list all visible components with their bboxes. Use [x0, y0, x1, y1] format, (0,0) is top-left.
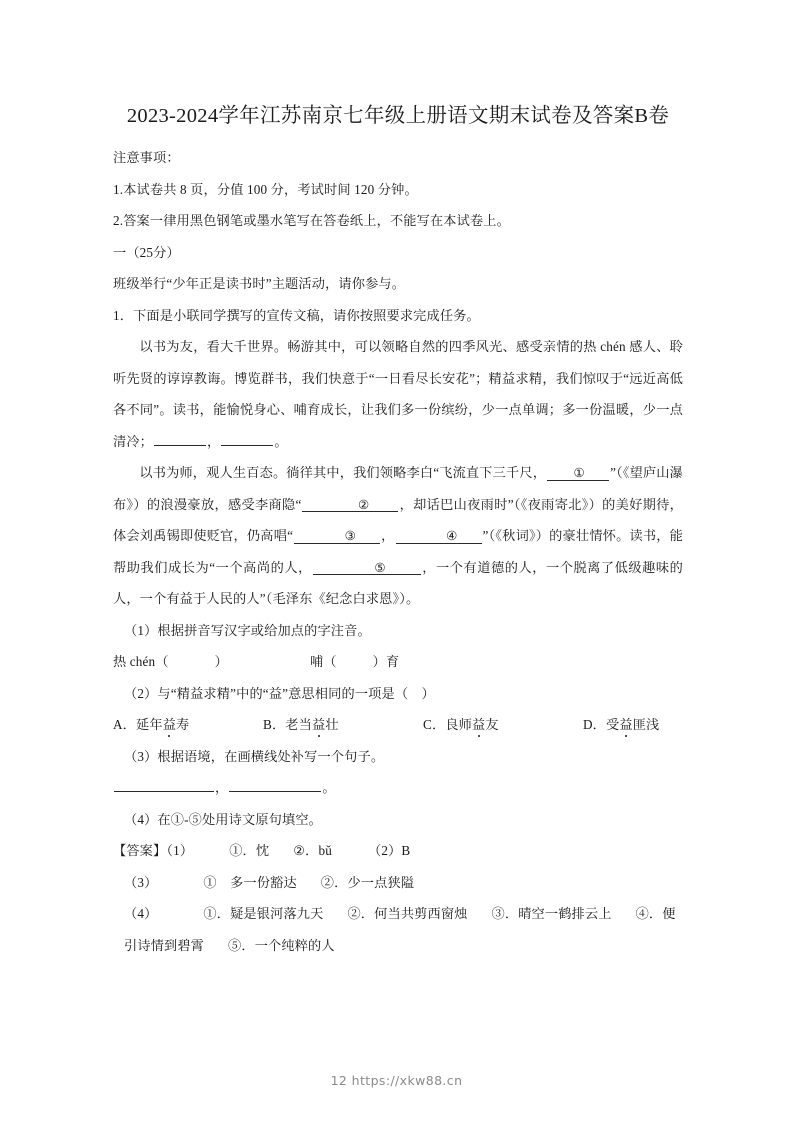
answer-label: 【答案】 — [113, 843, 167, 858]
subquestion-2: （2）与“精益求精”中的“益”意思相同的一项是（ ） — [124, 685, 435, 701]
answer-1-number: （1） — [166, 843, 194, 858]
subquestion-1-items — [113, 646, 683, 678]
passage-para1-tail: 。 — [274, 433, 288, 449]
blank-marker-5: ⑤ — [374, 560, 386, 575]
passage-para2-a: 以书为师，观人生百态。徜徉其中，我们领略李白“飞流直下三千尺， — [139, 465, 547, 480]
passage-numbered-blank-3[interactable] — [294, 529, 380, 544]
answer-3-number: （3） — [124, 874, 158, 890]
choice-d-dotted-char: 益 — [619, 717, 633, 732]
passage-para2-b: ”（《望庐山瀑布》）的浪漫豪放，感受李商隐“ — [113, 465, 683, 512]
footer-watermark: 12 https://xkw88.cn — [330, 1073, 463, 1088]
choice-list — [113, 709, 683, 741]
answer-4-number: （4） — [124, 906, 158, 921]
answer-2: （2）B — [368, 843, 411, 858]
passage-para1-text: 以书为友，看大千世界。畅游其中，可以领略自然的四季风光、感受亲情的热 chén 感人、聆听先贤的谆谆教诲。博览群书，我们快意于“一日看尽长安花”；精益求精，我们惊叹于“远近高低各不同”。读书，能愉悦身心、哺育成长，让我们多一份缤纷，少一点单调；多一份温暖，少一点清冷； — [113, 339, 683, 449]
document-content — [113, 96, 683, 961]
passage-paragraph-1: 以书为友，看大千世界。畅游其中，可以领略自然的四季风光、感受亲情的热 chén 感人、聆听先贤的谆谆教诲。博览群书，我们快意于“一日看尽长安花”；精益求精，我们惊叹于“远近高低各不同”。读书，能愉悦身心、哺育成长，让我们多一份缤纷，少一点单调；多一份温暖，少一点清冷； ， 。 — [113, 339, 683, 449]
passage-para2-f: ，一个有道德的人，一个脱离了低级趣味的人，一个有益于人民的人”（毛泽东《纪念白求恩》）。 — [113, 559, 683, 606]
answer-blank-2[interactable] — [229, 777, 321, 792]
passage-numbered-blank-1[interactable] — [547, 466, 609, 481]
choice-option-d[interactable] — [583, 709, 659, 741]
subquestion-3: （3）根据语境，在画横线处补写一个句子。 — [124, 748, 385, 764]
activity-intro: 班级举行“少年正是读书时”主题活动，请你参与。 — [113, 276, 406, 291]
answer-3-item-1: ① 多一份豁达 — [203, 874, 297, 890]
answer-4-item-5: ⑤．一个纯粹的人 — [228, 937, 335, 953]
choice-c-letter: C． — [423, 717, 446, 732]
answer-1-item-1: ①．忱 — [229, 843, 270, 858]
answer-line-1 — [113, 835, 683, 867]
blank-marker-3: ③ — [344, 529, 356, 543]
subquestion-4: （4）在①-⑤处用诗文原句填空。 — [124, 811, 323, 827]
section-one-heading: 一（25分） — [113, 244, 180, 260]
answer-line-3 — [113, 898, 683, 961]
answer-3-item-2: ②．少一点狭隘 — [320, 874, 415, 890]
answer-4-item-1: ①．疑是银河落九天 — [203, 906, 324, 921]
answer-1-item-2: ②．bǔ — [293, 843, 333, 858]
choice-c-post: 友 — [485, 717, 499, 732]
choice-a-dotted-char: 益 — [162, 717, 177, 732]
notice-item-1: 1.本试卷共 8 页，分值 100 分，考试时间 120 分钟。 — [113, 181, 418, 197]
choice-b-post: 壮 — [325, 717, 339, 732]
answer-blank-1[interactable] — [114, 777, 214, 792]
choice-b-dotted-char: 益 — [311, 717, 326, 732]
answer-end: 。 — [322, 780, 336, 795]
choice-d-post: 匪浅 — [632, 717, 660, 732]
choice-b-letter: B． — [263, 717, 286, 732]
subquestion-1: （1）根据拼音写汉字或给加点的字注音。 — [124, 622, 371, 638]
answer-4-item-2: ②．何当共剪西窗烛 — [347, 906, 468, 921]
choice-option-a[interactable] — [113, 709, 263, 741]
answer-4-item-4: ④．便引诗情到碧霄 — [124, 906, 676, 953]
blank-marker-2: ② — [358, 497, 370, 512]
item-b-suffix: ）育 — [372, 654, 400, 669]
answer-4-item-3: ③．晴空一鹤排云上 — [491, 906, 612, 921]
choice-a-pre: 延年 — [136, 717, 163, 732]
choice-option-c[interactable] — [423, 709, 583, 741]
answer-sep: ， — [215, 780, 229, 795]
choice-a-post: 寿 — [176, 717, 190, 732]
question-1: 1．下面是小联同学撰写的宣传文稿，请你按照要求完成任务。 — [113, 307, 480, 323]
blank-marker-1: ① — [573, 466, 585, 480]
notice-heading: 注意事项： — [113, 150, 180, 165]
passage-para2-e: ”（《秋词》）的豪壮情怀。读书，能帮助我们成长为“一个高尚的人， — [113, 528, 684, 575]
choice-d-letter: D． — [583, 717, 607, 732]
choice-option-b[interactable] — [263, 709, 423, 741]
page-title: 2023-2024学年江苏南京七年级上册语文期末试卷及答案B卷 — [126, 105, 670, 127]
passage-blank-b[interactable] — [221, 431, 273, 446]
passage-blank-a[interactable] — [154, 431, 206, 446]
choice-c-dotted-char: 益 — [471, 717, 486, 732]
choice-d-pre: 受 — [606, 717, 620, 732]
passage-numbered-blank-2[interactable] — [302, 498, 398, 513]
blank-marker-4: ④ — [446, 529, 458, 543]
item-a-prefix: 热 chén（ — [113, 654, 169, 669]
passage-para2-c: ，却话巴山夜雨时”（《夜雨寄北》）的美好期待，体会刘禹锡即使贬官，仍高唱“ — [113, 496, 683, 543]
choice-c-pre: 良师 — [445, 717, 472, 732]
choice-a-letter: A． — [113, 717, 137, 732]
passage-numbered-blank-5[interactable] — [313, 561, 421, 576]
item-b-prefix: 哺（ — [309, 654, 337, 669]
item-a-suffix: ） — [214, 654, 228, 669]
answer-line-2 — [113, 867, 683, 899]
passage-paragraph-2 — [113, 457, 683, 615]
passage-para2-d: ， — [381, 528, 395, 543]
subquestion-3-answer-lines — [113, 772, 683, 804]
notice-item-2: 2.答案一律用黑色钢笔或墨水笔写在答卷纸上，不能写在本试卷上。 — [113, 213, 510, 228]
choice-b-pre: 老当 — [285, 717, 312, 732]
passage-numbered-blank-4[interactable] — [396, 529, 482, 544]
